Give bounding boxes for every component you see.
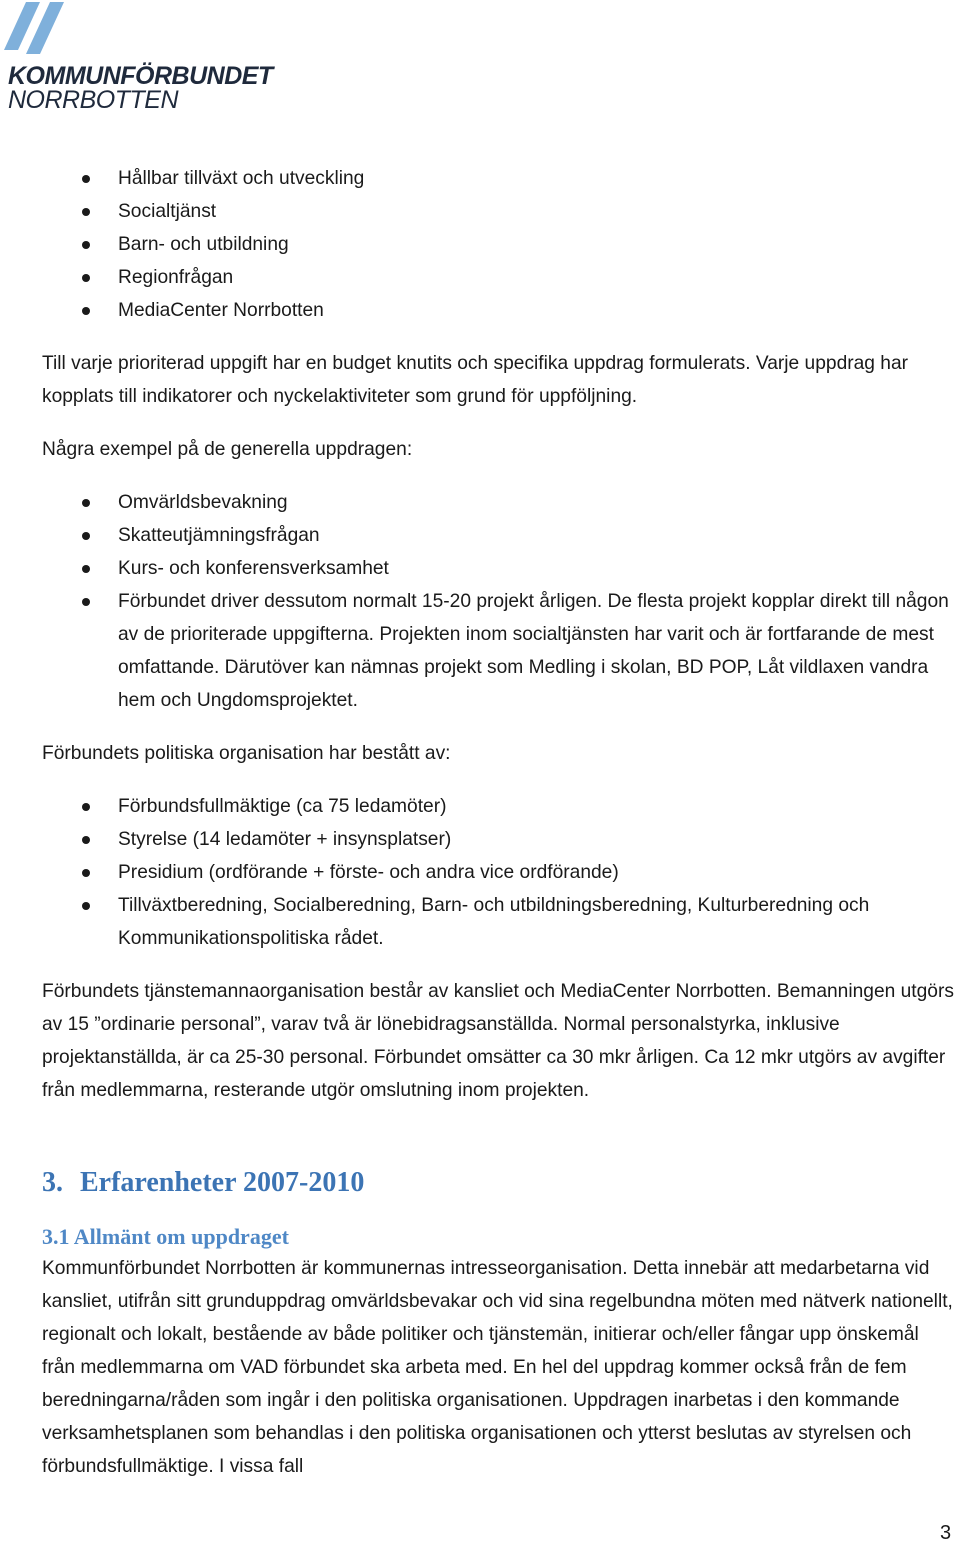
logo-text-line2: NORRBOTTEN xyxy=(8,86,178,114)
section-number: 3. xyxy=(42,1167,63,1198)
document-body xyxy=(42,162,954,1483)
list-item: Skatteutjämningsfrågan xyxy=(42,519,954,552)
priority-list xyxy=(42,162,954,327)
paragraph: Förbundets tjänstemannaorganisation består av kansliet och MediaCenter Norrbotten. Bemanningen utgörs av 15 ”ordinarie personal”, varav två är lönebidragsanställda. Normal personalstyrka, inklusive projektanställda, är ca 25-30 personal. Förbundet omsätter ca 30 mkr årligen. Ca 12 mkr utgörs av avgifter från medlemmarna, resterande utgör omslutning inom projekten. xyxy=(42,981,954,1101)
section-title: Erfarenheter 2007-2010 xyxy=(80,1167,365,1198)
list-item: Förbundsfullmäktige (ca 75 ledamöter) xyxy=(42,790,954,823)
logo-text-line1: KOMMUNFÖRBUNDET xyxy=(8,62,273,90)
kommunforbundet-logo xyxy=(4,2,273,114)
list-item: Hållbar tillväxt och utveckling xyxy=(42,162,954,195)
paragraph: Kommunförbundet Norrbotten är kommunernas intresseorganisation. Detta innebär att medarbetarna vid kansliet, utifrån sitt grunduppdrag omvärldsbevakar och vid sina regelbundna möten med nätverk nationellt, regionalt och lokalt, bestående av både politiker och tjänstemän, initierar och/eller fångar upp önskemål från medlemmarna om VAD förbundet ska arbeta med. En hel del uppdrag kommer också från de fem beredningarna/råden som ingår i den politiska organisationen. Uppdragen inarbetas i den kommande verksamhetsplanen som behandlas i den politiska organisationen och ytterst beslutas av styrelsen och förbundsfullmäktige. I vissa fall xyxy=(42,1258,953,1477)
section-heading xyxy=(42,1165,954,1201)
list-item: MediaCenter Norrbotten xyxy=(42,294,954,327)
subsection-heading: 3.1 Allmänt om uppdraget xyxy=(42,1224,289,1249)
list-item: Presidium (ordförande + förste- och andra vice ordförande) xyxy=(42,856,954,889)
list-item: Förbundet driver dessutom normalt 15-20 projekt årligen. De flesta projekt kopplar direkt till någon av de prioriterade uppgifterna. Projekten inom socialtjänsten har varit och är fortfarande de mest omfattande. Därutöver kan nämnas projekt som Medling i skolan, BD POP, Låt vildlaxen vandra hem och Ungdomsprojektet. xyxy=(42,585,954,717)
page-number: 3 xyxy=(940,1522,952,1544)
paragraph: Förbundets politiska organisation har bestått av: xyxy=(42,743,451,764)
paragraph: Några exempel på de generella uppdragen: xyxy=(42,439,413,460)
list-item: Socialtjänst xyxy=(42,195,954,228)
list-item: Kurs- och konferensverksamhet xyxy=(42,552,954,585)
list-item: Omvärldsbevakning xyxy=(42,486,954,519)
logo-stripes-icon xyxy=(4,2,266,62)
list-item: Styrelse (14 ledamöter + insynsplatser) xyxy=(42,823,954,856)
paragraph: Till varje prioriterad uppgift har en budget knutits och specifika uppdrag formulerats. Varje uppdrag har kopplats till indikatorer och nyckelaktiviteter som grund för uppföljning. xyxy=(42,353,909,407)
general-tasks-list xyxy=(42,486,954,717)
list-item: Regionfrågan xyxy=(42,261,954,294)
list-item: Barn- och utbildning xyxy=(42,228,954,261)
political-organisation-list xyxy=(42,790,954,955)
list-item: Tillväxtberedning, Socialberedning, Barn- och utbildningsberedning, Kulturberedning och Kommunikationspolitiska rådet. xyxy=(42,889,954,955)
